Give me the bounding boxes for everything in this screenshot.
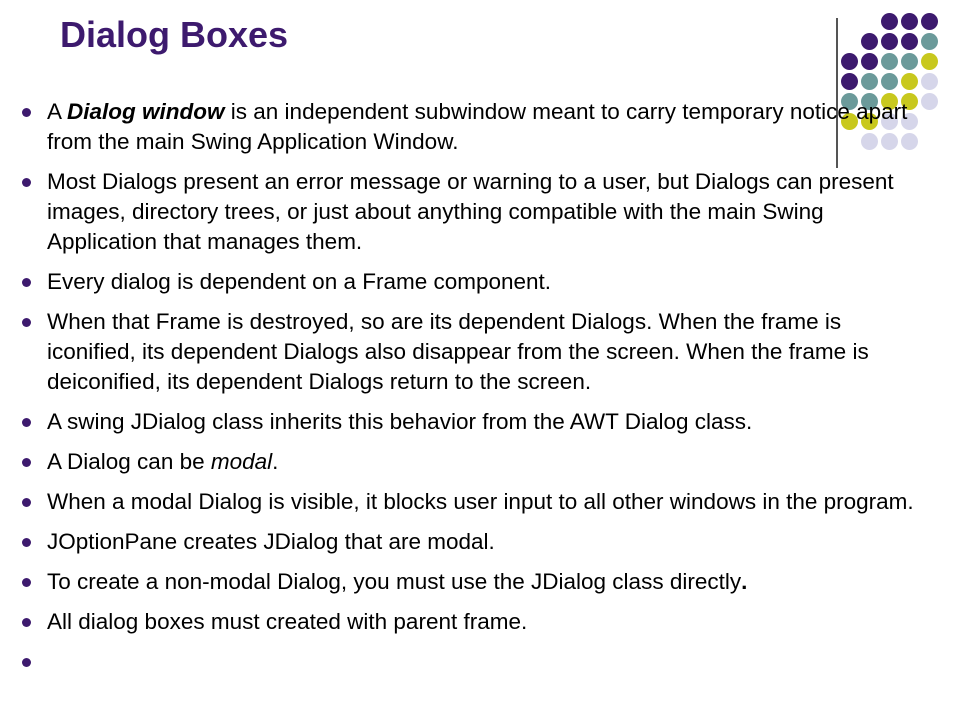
bullet-text: To create a non-modal Dialog, you must use the JDialog class directly xyxy=(47,569,742,594)
decorative-dot xyxy=(921,33,938,50)
bullet-item-frame-dependency xyxy=(0,267,960,297)
decorative-dot xyxy=(901,13,918,30)
bullet-icon xyxy=(22,418,31,427)
bullet-list xyxy=(0,97,960,647)
decorative-dot xyxy=(921,13,938,30)
decorative-dot xyxy=(901,33,918,50)
bullet-text: A swing JDialog class inherits this behavior from the AWT Dialog class. xyxy=(47,409,753,434)
decorative-dot xyxy=(881,13,898,30)
bullet-item-parent-frame xyxy=(0,607,960,637)
decorative-dot xyxy=(861,53,878,70)
bullet-text: When that Frame is destroyed, so are its dependent Dialogs. When the frame is iconified, its dependent Dialogs also disappear from the screen. When the frame is deiconified, its dependent Dialogs return to the screen. xyxy=(47,309,869,394)
slide-title: Dialog Boxes xyxy=(60,14,289,55)
decorative-dot xyxy=(901,53,918,70)
bullet-icon xyxy=(22,458,31,467)
decorative-dot xyxy=(921,53,938,70)
decorative-dot xyxy=(841,73,858,90)
bullet-emphasis: Dialog window xyxy=(67,99,225,124)
bullet-icon xyxy=(22,658,31,667)
bullet-icon xyxy=(22,178,31,187)
bullet-emphasis: . xyxy=(741,569,748,594)
bullet-icon xyxy=(22,318,31,327)
bullet-item-dialog-purpose xyxy=(0,167,960,257)
bullet-text: A xyxy=(47,99,68,124)
decorative-dot xyxy=(861,33,878,50)
bullet-icon xyxy=(22,498,31,507)
decorative-dot xyxy=(841,53,858,70)
bullet-emphasis: modal xyxy=(210,449,273,474)
bullet-icon xyxy=(22,108,31,117)
decorative-dot xyxy=(881,53,898,70)
bullet-text: . xyxy=(272,449,279,474)
bullet-icon xyxy=(22,578,31,587)
decorative-dot xyxy=(881,73,898,90)
bullet-text: Most Dialogs present an error message or warning to a user, but Dialogs can present images, directory trees, or just about anything compatible with the main Swing Application that manages them. xyxy=(47,169,894,254)
bullet-icon xyxy=(22,538,31,547)
bullet-text: JOptionPane creates JDialog that are modal. xyxy=(47,529,495,554)
decorative-dot xyxy=(881,33,898,50)
bullet-text: Every dialog is dependent on a Frame component. xyxy=(47,269,552,294)
decorative-dot xyxy=(901,73,918,90)
bullet-icon xyxy=(22,618,31,627)
bullet-item-dialog-window xyxy=(0,97,960,157)
bullet-text: When a modal Dialog is visible, it blocks user input to all other windows in the program. xyxy=(47,489,914,514)
bullet-icon xyxy=(22,278,31,287)
decorative-dot xyxy=(921,73,938,90)
bullet-text: A Dialog can be xyxy=(47,449,211,474)
bullet-item-frame-lifecycle xyxy=(0,307,960,397)
bullet-item-jdialog-inheritance xyxy=(0,407,960,437)
bullet-text: is an independent subwindow meant to carry temporary notice apart from the main Swing Application Window. xyxy=(47,99,908,154)
bullet-item-joptionpane xyxy=(0,527,960,557)
bullet-item-modal xyxy=(0,447,960,477)
bullet-text: All dialog boxes must created with parent frame. xyxy=(47,609,528,634)
bullet-item-modal-blocking xyxy=(0,487,960,517)
decorative-dot xyxy=(861,73,878,90)
bullet-item-non-modal xyxy=(0,567,960,597)
